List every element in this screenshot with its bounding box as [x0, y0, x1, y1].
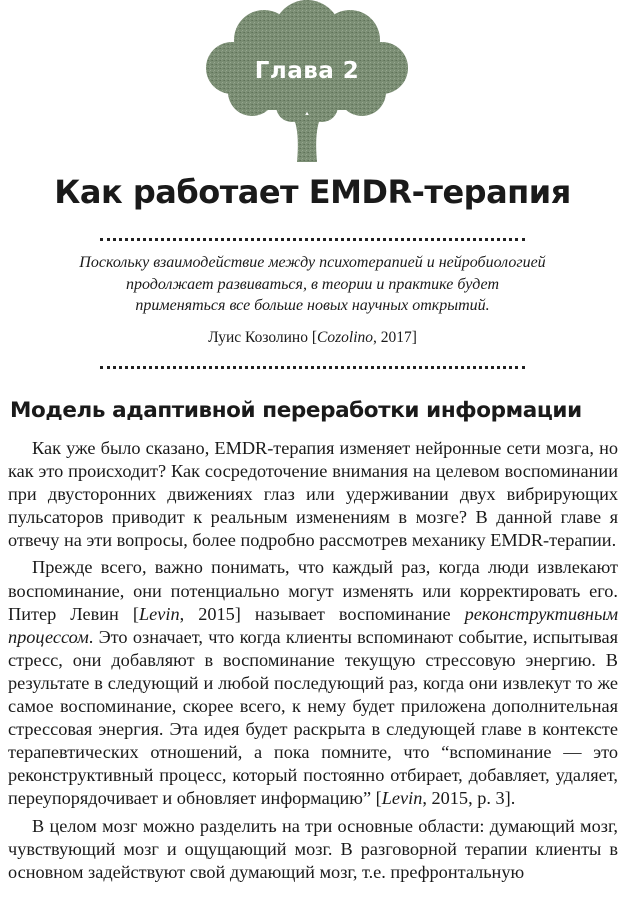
author-name: Луис Козолино [: [208, 329, 318, 346]
author-year: , 2017]: [373, 329, 417, 346]
text-run: , 2015, p. 3].: [422, 788, 516, 809]
epigraph-author: [30, 329, 595, 347]
paragraph-3: В целом мозг можно разделить на три основные области: думающий мозг, чувствующий мозг и ощущающий мозг. В разговорной терапии клиенты в основном задействуют свой думающий мозг, т.е. префронтальную: [8, 815, 618, 882]
dotted-divider-top: [100, 238, 525, 241]
author-citation: Cozolino: [317, 329, 373, 346]
body-text: [8, 437, 618, 888]
section-heading: Модель адаптивной переработки информации: [10, 398, 582, 423]
text-run: . Это означает, что когда клиенты вспоминают событие, испытывая стресс, они добавляют в воспоминание текущую стрессовую энергию. В результате в следующий и любой последующий раз, когда они извлекут то же самое воспоминание, скорее всего, к нему будет приложена дополнительная стрессовая энергия. Эта идея будет раскрыта в следующей главе в контексте терапевтических отношений, а пока помните, что “вспоминание — это реконструктивный процесс, который постоянно отбирает, добавляет, удаляет, переупорядочивает и обновляет информацию” [: [8, 626, 618, 809]
epigraph-line: применяться все больше новых научных открытий.: [135, 297, 490, 314]
term-italic: реконструктивным процессом: [8, 603, 619, 647]
epigraph-line: Поскольку взаимодействие между психотерапией и нейробиологией: [79, 254, 546, 271]
paragraph-1: Как уже было сказано, EMDR-терапия изменяет нейронные сети мозга, но как это происходит? Как сосредоточение внимания на целевом воспоминании при двусторонних движениях глаз или удерживании двух вибрирующих пульсаторов приводит к реальным изменениям в мозге? В данной главе я отвечу на эти вопросы, более подробно рассмотрев механику EMDR-терапии.: [8, 438, 618, 551]
text-run: , 2015] называет воспоминание: [179, 603, 465, 624]
text-run: Прежде всего, важно понимать, что каждый раз, когда люди извлекают воспоминание, они потенциально могут изменять или корректировать его. Питер Левин [: [8, 557, 618, 624]
paragraph-2: [8, 556, 618, 810]
citation-italic: Levin: [138, 603, 180, 624]
chapter-number-label: Глава 2: [254, 58, 360, 84]
chapter-tree-badge: [192, 0, 422, 170]
epigraph-quote: [30, 252, 595, 317]
chapter-title: Как работает EMDR-терапия: [54, 173, 571, 211]
dotted-divider-bottom: [100, 366, 525, 369]
tree-icon: [192, 0, 422, 170]
citation-italic: Levin: [381, 788, 423, 809]
epigraph-line: продолжает развиваться, в теории и практике будет: [125, 275, 499, 293]
